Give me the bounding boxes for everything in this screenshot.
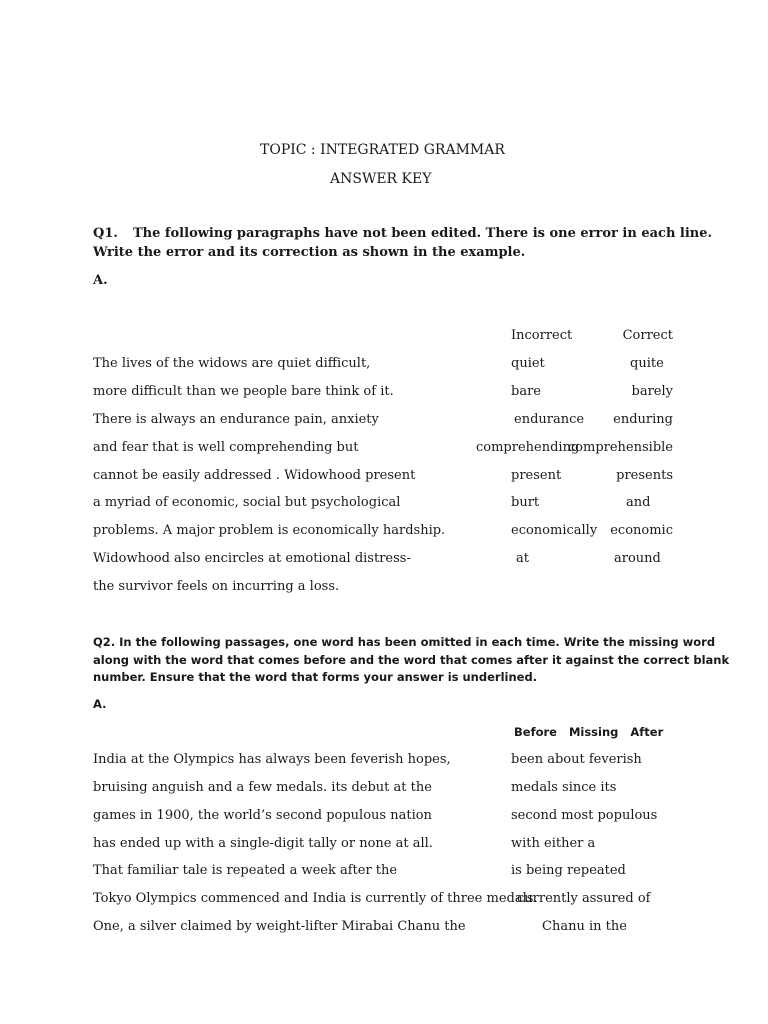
q1-correct-3: enduring xyxy=(613,412,673,427)
q2-answer-2: medals since its xyxy=(511,780,617,795)
q1-correct-2: barely xyxy=(631,384,673,399)
q1-part-label: A. xyxy=(93,273,108,288)
q1-correct-4: comprehensible xyxy=(567,440,673,455)
q1-line-1: The lives of the widows are quiet difficult, xyxy=(93,356,371,371)
q1-incorrect-2: bare xyxy=(511,384,541,399)
q2-answer-4: with either a xyxy=(511,836,596,851)
q2-part-label: A. xyxy=(93,697,107,711)
q2-instruction-line2: along with the word that comes before and the word that comes after it against the correct blank xyxy=(93,653,730,667)
topic-heading: TOPIC : INTEGRATED GRAMMAR xyxy=(260,142,505,158)
q1-col-correct-header: Correct xyxy=(622,328,673,343)
q1-correct-5: presents xyxy=(616,468,673,483)
q1-col-incorrect-header: Incorrect xyxy=(511,328,573,343)
q2-instruction-line1: Q2. In the following passages, one word has been omitted in each time. Write the missing word xyxy=(93,635,716,649)
q1-incorrect-3: endurance xyxy=(514,412,585,427)
q1-incorrect-6: burt xyxy=(511,495,540,510)
q1-incorrect-7: economically xyxy=(511,523,598,538)
q1-line-3: There is always an endurance pain, anxiety xyxy=(93,412,379,427)
q2-answer-5: is being repeated xyxy=(511,863,626,878)
q1-line-2: more difficult than we people bare think of it. xyxy=(93,384,394,399)
q1-instruction-line2: Write the error and its correction as shown in the example. xyxy=(93,245,526,260)
q2-answer-1: been about feverish xyxy=(511,752,642,767)
q1-correct-7: economic xyxy=(610,523,673,538)
q1-incorrect-1: quiet xyxy=(511,356,545,371)
q1-correct-1: quite xyxy=(630,356,664,371)
q1-incorrect-4: comprehending xyxy=(476,440,580,455)
q2-line-2: bruising anguish and a few medals. its debut at the xyxy=(93,780,432,795)
q2-line-7: One, a silver claimed by weight-lifter Mirabai Chanu the xyxy=(93,919,466,934)
q1-line-4: and fear that is well comprehending but xyxy=(93,440,359,455)
q2-line-6: Tokyo Olympics commenced and India is currently of three medals. xyxy=(93,891,538,906)
answer-key-heading: ANSWER KEY xyxy=(330,171,432,187)
q2-line-5: That familiar tale is repeated a week after the xyxy=(93,863,398,878)
q2-instruction-line3: number. Ensure that the word that forms your answer is underlined. xyxy=(93,670,538,684)
q1-correct-6: and xyxy=(626,495,651,510)
q1-line-7: problems. A major problem is economically hardship. xyxy=(93,523,446,538)
q2-line-4: has ended up with a single-digit tally or none at all. xyxy=(93,836,433,851)
q1-correct-8: around xyxy=(614,551,661,566)
q2-line-3: games in 1900, the world’s second populous nation xyxy=(93,808,432,823)
q1-incorrect-8: at xyxy=(516,551,529,566)
q2-column-header: Before Missing After xyxy=(514,725,664,739)
q1-line-9: the survivor feels on incurring a loss. xyxy=(93,579,340,594)
q1-line-8: Widowhood also encircles at emotional distress- xyxy=(93,551,411,566)
q2-answer-7: Chanu in the xyxy=(542,919,627,934)
q2-answer-6: currently assured of xyxy=(517,891,651,906)
q1-number: Q1. xyxy=(93,226,118,241)
q2-answer-3: second most populous xyxy=(511,808,658,823)
q1-line-5: cannot be easily addressed . Widowhood present xyxy=(93,468,416,483)
q1-instruction-line1: The following paragraphs have not been edited. There is one error in each line. xyxy=(133,226,713,241)
q1-line-6: a myriad of economic, social but psychological xyxy=(93,495,401,510)
q1-incorrect-5: present xyxy=(511,468,562,483)
q2-line-1: India at the Olympics has always been feverish hopes, xyxy=(93,752,451,767)
